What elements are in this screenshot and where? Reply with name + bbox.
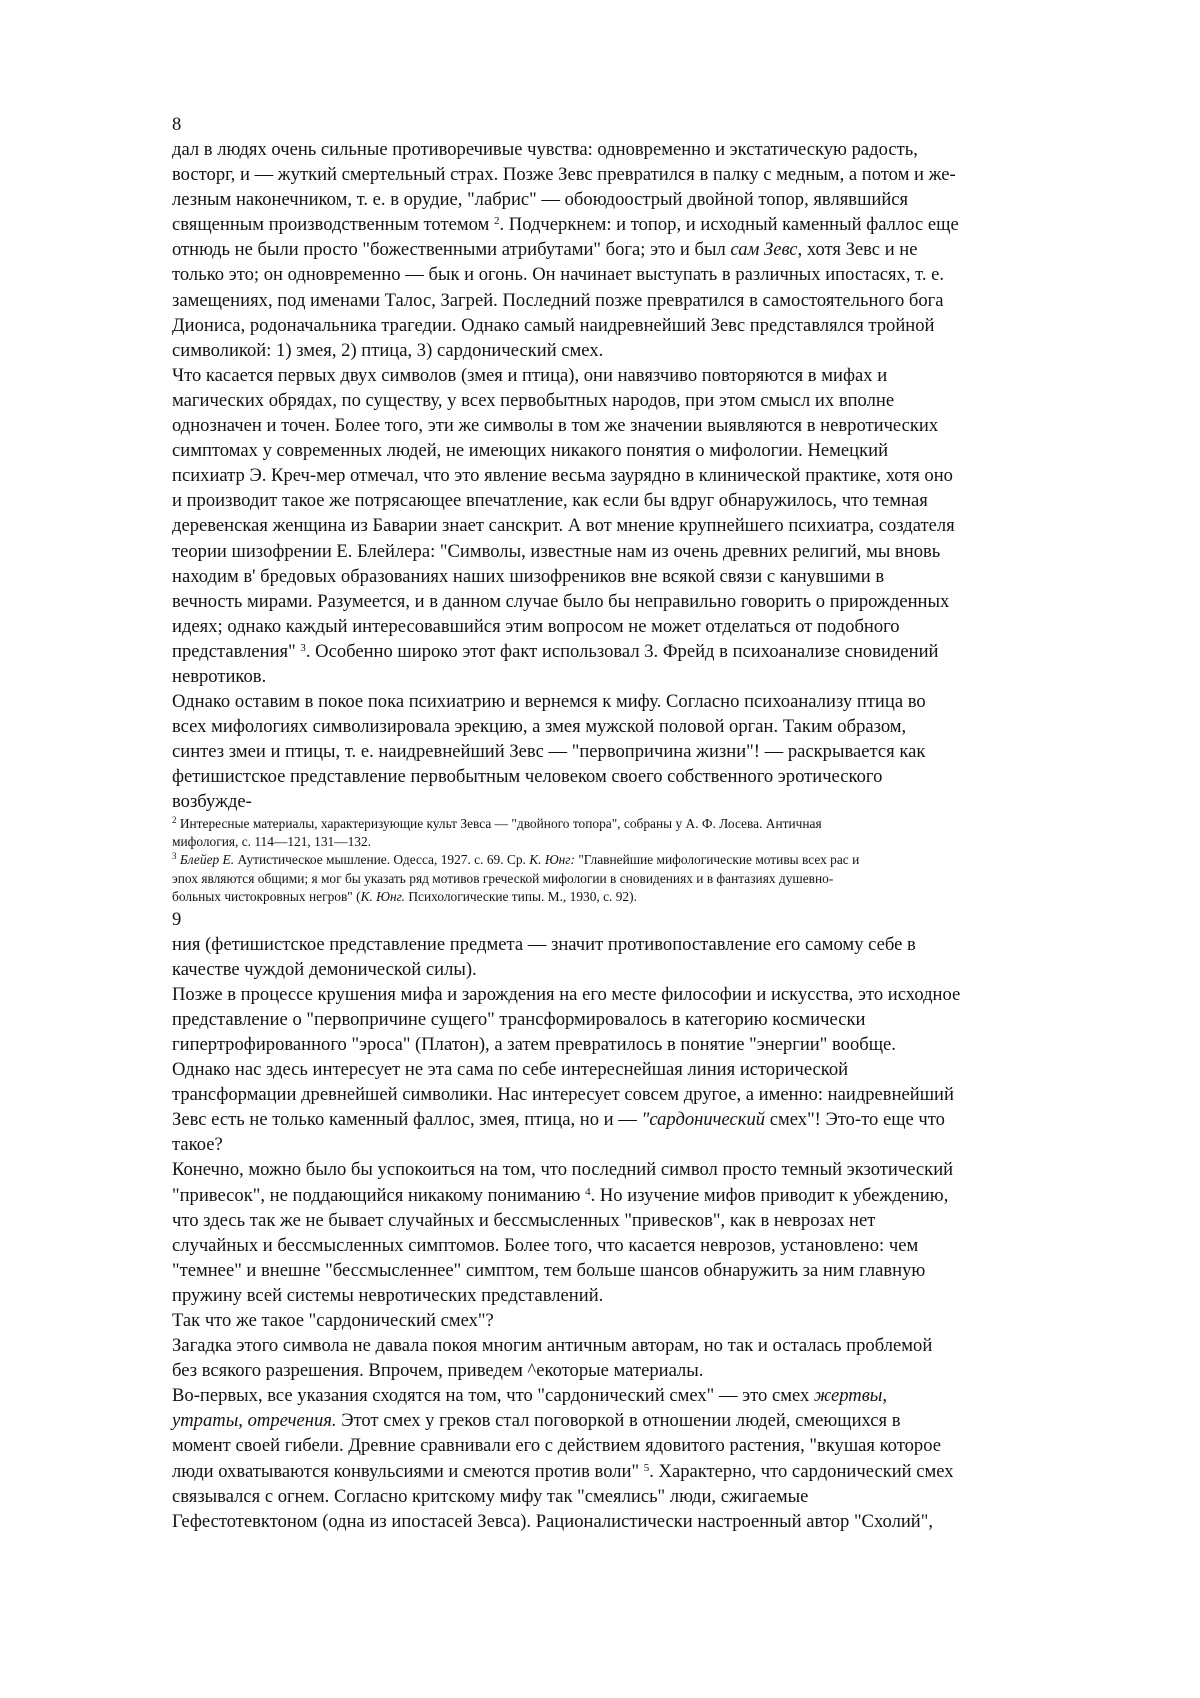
document-page (172, 112, 1120, 1534)
text-line: деревенская женщина из Баварии знает санскрит. А вот мнение крупнейшего психиатра, создателя (172, 515, 955, 537)
text-line: однозначен и точен. Более того, эти же символы в том же значении выявляются в невротических (172, 415, 939, 437)
text-line: дал в людях очень сильные противоречивые чувства: одновременно и экстатическую радость, (172, 139, 918, 160)
footnote-ref-4[interactable]: 4 (585, 1185, 591, 1198)
text-line: идеях; однако каждый интересовавшийся этим вопросом не может отделаться от подобного (172, 615, 900, 637)
text-line: симптомах у современных людей, не имеющих никакого понятия о мифологии. Немецкий (172, 440, 889, 462)
text-line: представления" $^3$. Особенно широко этот факт использовал 3. Фрейд в психоанализе сновидений (172, 640, 939, 662)
text-line: без всякого разрешения. Впрочем, приведем ^екоторые материалы. (172, 1360, 704, 1382)
text-line: Конечно, можно было бы успокоиться на том, что последний символ просто темный экзотический (172, 1159, 954, 1181)
text-line: невротиков. (172, 665, 267, 687)
text-line: магических обрядах, по существу, у всех первобытных народов, при этом смысл их вполне (172, 389, 895, 411)
text-line: всех мифологиях символизировала эрекцию, а змея мужской половой орган. Таким образом, (172, 716, 907, 738)
footnote-line: $^2$ Интересные материалы, характеризующие культ Зевса — "двойного топора", собраны у А. Ф. Лосева. Античная (172, 814, 822, 831)
text-line: Однако нас здесь интересует не эта сама по себе интереснейшая линия исторической (172, 1059, 849, 1081)
text-line: и производит такое же потрясающее впечатление, как если бы вдруг обнаружилось, что темная (172, 490, 928, 512)
text-line: отнюдь не были просто "божественными атрибутами" бога; это и был сам Зевс, хотя Зевс и не (172, 239, 918, 261)
text-line: Загадка этого символа не давала покоя многим античным авторам, но так и осталась проблемой (172, 1335, 933, 1357)
footnote-line: больных чистокровных негров" (К. Юнг. Психологические типы. М., 1930, с. 92). (172, 889, 637, 905)
text-line: связывался с огнем. Согласно критскому мифу так "смеялись" люди, сжигаемые (172, 1485, 809, 1507)
text-line: символикой: 1) змея, 2) птица, 3) сардонический смех. (172, 339, 604, 361)
text-line: момент своей гибели. Древние сравнивали его с действием ядовитого растения, "вкушая которое (172, 1435, 941, 1457)
text-line: такое? (172, 1134, 223, 1156)
text-line: вечность мирами. Разумеется, и в данном случае было бы неправильно говорить о прирожденных (172, 590, 950, 612)
text-line: теории шизофрении Е. Блейлера: "Символы, известные нам из очень древних религий, мы вновь (172, 540, 941, 562)
text-line: пружину всей системы невротических представлений. (172, 1284, 604, 1306)
text-line: "привесок", не поддающийся никакому пониманию $^4$. Но изучение мифов приводит к убеждению, (172, 1184, 949, 1206)
page-number-8: 8 (172, 114, 182, 135)
page-number-9: 9 (172, 908, 182, 930)
text-line: фетишистское представление первобытным человеком своего собственного эротического (172, 766, 883, 788)
text-line: священным производственным тотемом $^2$. Подчеркнем: и топор, и исходный каменный фаллос еще (172, 214, 959, 236)
text-line: что здесь так же не бывает случайных и бессмысленных "привесков", как в неврозах нет (172, 1209, 876, 1231)
text-line: трансформации древнейшей символики. Нас интересует совсем другое, а именно: наидревнейший (172, 1084, 954, 1106)
text-line: Так что же такое "сардонический смех"? (172, 1309, 494, 1331)
text-line: замещениях, под именами Талос, Загрей. Последний позже превратился в самостоятельного бога (172, 289, 944, 311)
text-line: синтез змеи и птицы, т. е. наидревнейший Зевс — "первопричина жизни"! — раскрывается как (172, 741, 926, 763)
text-line: люди охватываются конвульсиями и смеются против воли" $^5$. Характерно, что сардонический смех (172, 1460, 954, 1482)
text-line: ния (фетишистское представление предмета — значит противопоставление его самому себе в (172, 933, 916, 955)
footnote-ref-2[interactable]: 2 (493, 215, 500, 228)
text-line: лезным наконечником, т. е. в орудие, "лабрис" — обоюдоострый двойной топор, являвшийся (172, 189, 909, 211)
text-line: случайных и бессмысленных симптомов. Более того, что касается неврозов, установлено: чем (172, 1234, 919, 1256)
text-line: утраты, отречения. Этот смех у греков стал поговоркой в отношении людей, смеющихся в (172, 1410, 901, 1432)
text-line: Гефестотевктоном (одна из ипостасей Зевса). Рационалистически настроенный автор "Схолий", (172, 1510, 933, 1532)
text-line: гипертрофированного "эроса" (Платон), а затем превратилось в понятие "энергии" вообще. (172, 1033, 896, 1055)
text-line: психиатр Э. Креч-мер отмечал, что это явление весьма заурядно в клинической практике, хотя оно (172, 465, 953, 487)
text-line: "темнее" и внешне "бессмысленнее" симптом, тем больше шансов обнаружить за ним главную (172, 1259, 926, 1281)
text-line: качестве чуждой демонической силы). (172, 958, 477, 980)
footnote-ref-3[interactable]: 3 (300, 641, 306, 654)
text-line: Во-первых, все указания сходятся на том, что "сардонический смех" — это смех жертвы, (172, 1385, 888, 1407)
text-line: только это; он одновременно — бык и огонь. Он начинает выступать в различных ипостасях, т. е. (172, 264, 945, 286)
text-line: Зевс есть не только каменный фаллос, змея, птица, но и — "сардонический смех"! Это-то еще что (172, 1109, 945, 1131)
text-line: Позже в процессе крушения мифа и зарождения на его месте философии и искусства, это исходное (172, 983, 961, 1005)
footnote-line: мифология, с. 114—121, 131—132. (172, 833, 372, 849)
footnote-ref-5[interactable]: 5 (643, 1461, 650, 1474)
footnote-line: $^3$ Блейер Е. Аутистическое мышление. Одесса, 1927. с. 69. Ср. К. Юнг: "Главнейшие мифологические мотивы всех рас и (172, 851, 860, 868)
footnotes (172, 815, 1120, 907)
text-line: представление о "первопричине сущего" трансформировалось в категорию космически (172, 1008, 866, 1030)
text-line: возбужде- (172, 791, 252, 813)
text-line: Диониса, родоначальника трагедии. Однако самый наидревнейший Зевс представлялся тройной (172, 314, 935, 336)
footnote-line: эпох являются общими; я мог бы указать ряд мотивов греческой мифологии в сновидениях и в фантазиях душевно- (172, 870, 834, 886)
text-line: Однако оставим в покое пока психиатрию и вернемся к мифу. Согласно психоанализу птица во (172, 691, 926, 713)
text-line: находим в' бредовых образованиях наших шизофреников вне всякой связи с канувшими в (172, 565, 885, 587)
text-line: Что касается первых двух символов (змея и птица), они навязчиво повторяются в мифах и (172, 364, 888, 386)
text-line: восторг, и — жуткий смертельный страх. Позже Зевс превратился в палку с медным, а потом и же- (172, 164, 956, 186)
